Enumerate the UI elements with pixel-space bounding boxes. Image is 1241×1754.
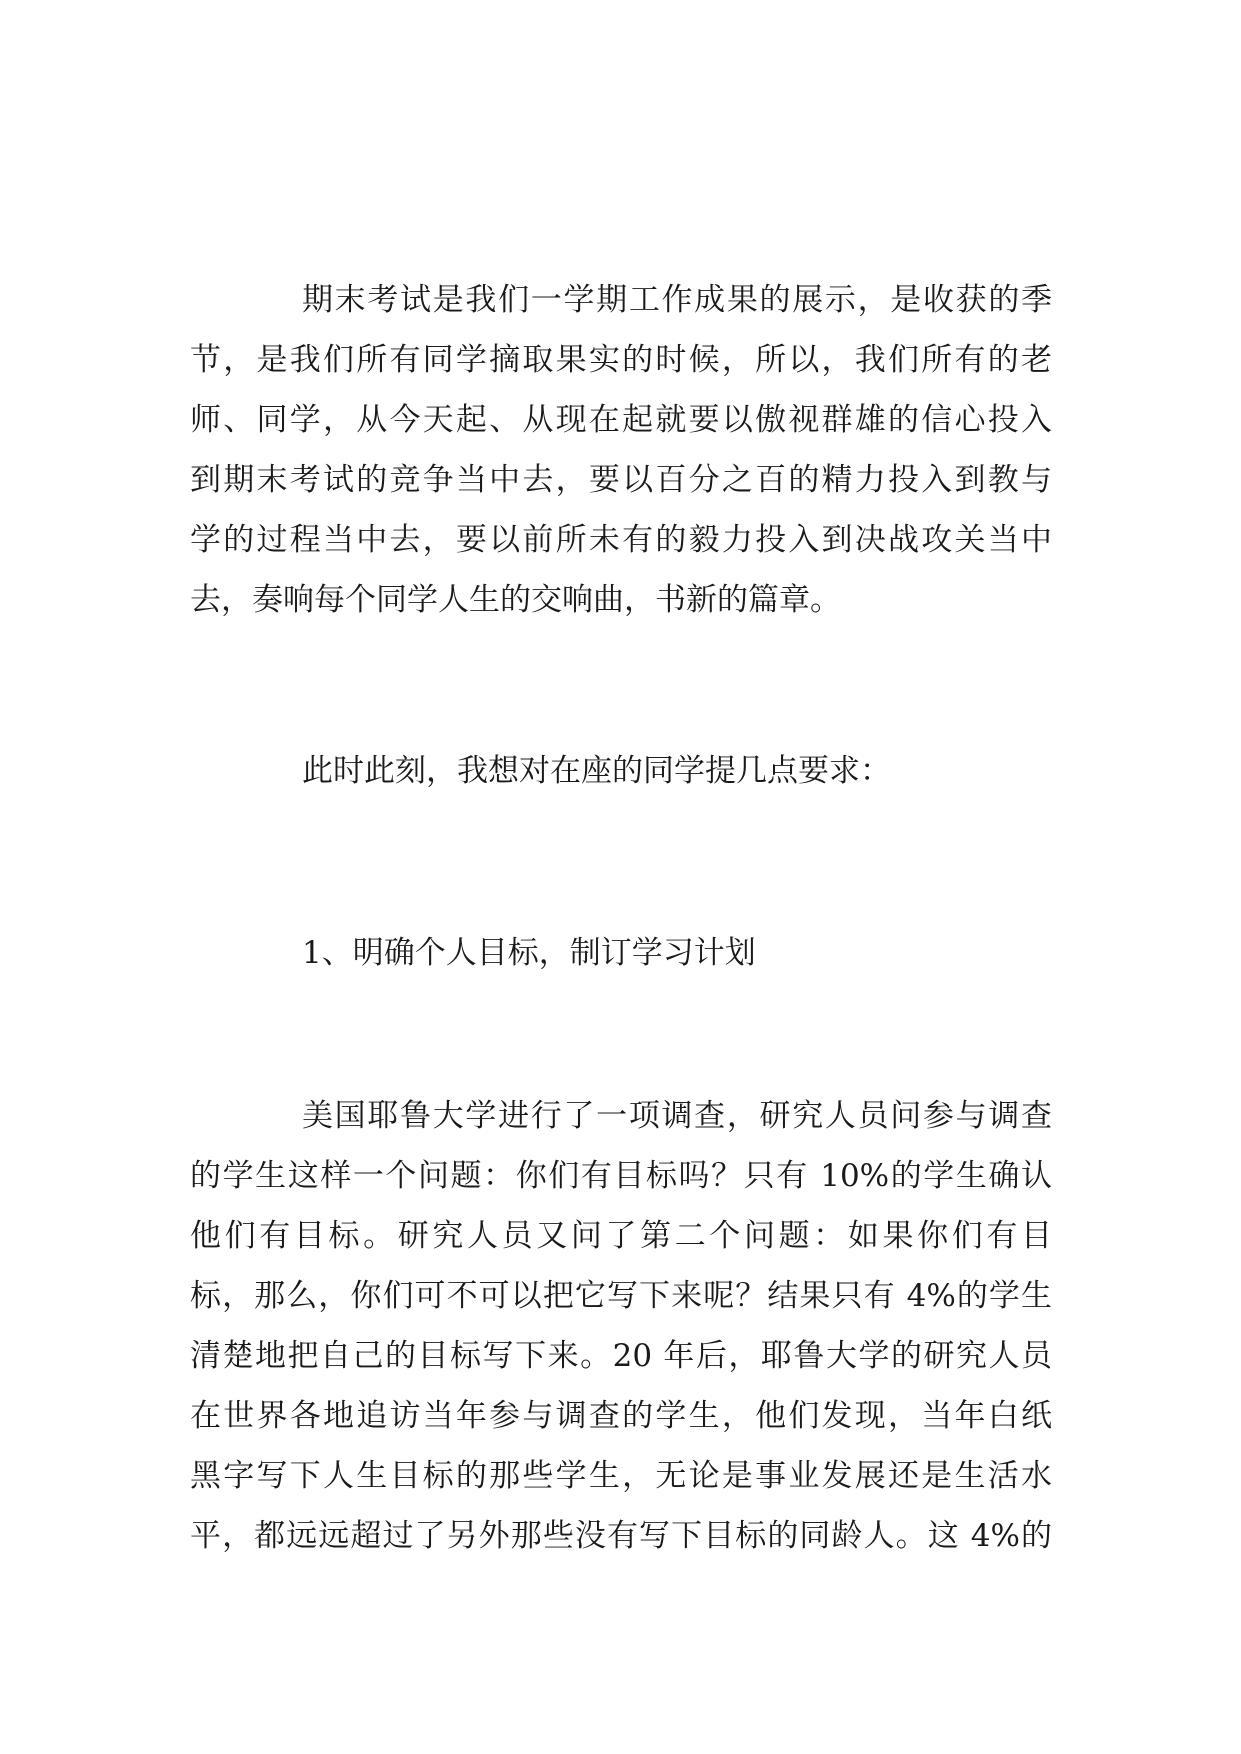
text-line: 黑字写下人生目标的那些学生，无论是事业发展还是生活水	[190, 1458, 1052, 1494]
text-line: 清楚地把自己的目标写下来。20 年后，耶鲁大学的研究人员	[190, 1338, 1052, 1374]
text-line: 他们有目标。研究人员又问了第二个问题：如果你们有目	[190, 1218, 1052, 1254]
text-line: 的学生这样一个问题：你们有目标吗？只有 10%的学生确认	[190, 1158, 1052, 1194]
text-line: 1、明确个人目标，制订学习计划	[302, 935, 756, 971]
text-line: 节，是我们所有同学摘取果实的时候，所以，我们所有的老	[190, 342, 1052, 378]
text-line: 学的过程当中去，要以前所未有的毅力投入到决战攻关当中	[190, 522, 1052, 558]
text-line: 期末考试是我们一学期工作成果的展示，是收获的季	[302, 282, 1052, 318]
paragraph-exam-intro	[190, 270, 1052, 630]
paragraph-requirements-intro	[190, 741, 1052, 801]
text-line: 师、同学，从今天起、从现在起就要以傲视群雄的信心投入	[190, 402, 1052, 438]
text-line: 去，奏响每个同学人生的交响曲，书新的篇章。	[190, 582, 841, 618]
text-line: 此时此刻，我想对在座的同学提几点要求：	[302, 753, 891, 789]
text-line: 平，都远远超过了另外那些没有写下目标的同龄人。这 4%的	[190, 1518, 1052, 1554]
text-line: 美国耶鲁大学进行了一项调查，研究人员问参与调查	[302, 1098, 1052, 1134]
text-line: 标，那么，你们可不可以把它写下来呢？结果只有 4%的学生	[190, 1278, 1052, 1314]
text-line: 到期末考试的竞争当中去，要以百分之百的精力投入到教与	[190, 462, 1052, 498]
text-line: 在世界各地追访当年参与调查的学生，他们发现，当年白纸	[190, 1398, 1052, 1434]
paragraph-yale-survey	[190, 1086, 1052, 1566]
section-heading-goals	[190, 923, 1052, 983]
